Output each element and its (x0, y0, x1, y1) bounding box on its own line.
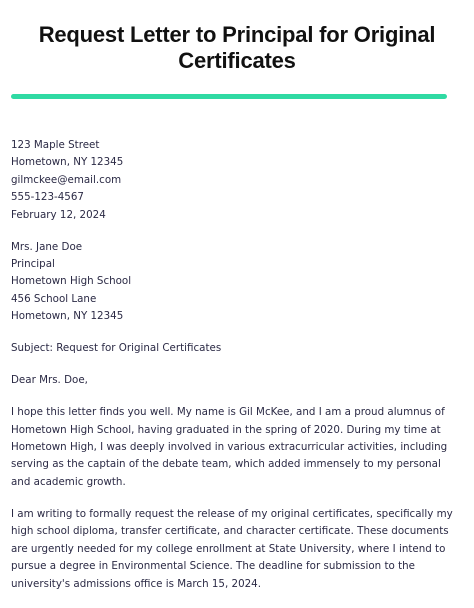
letter-subject: Subject: Request for Original Certificates (11, 342, 222, 355)
letter-paragraph-1: I hope this letter finds you well. My name is Gil McKee, and I am a proud alumnus of Hometown High School, having graduated in the spring of 2020. During my time at Hometown High, I was deeply involved in various extracurricular activities, including serving as the captain of the debate team, which added immensely to my personal and academic growth. (11, 406, 448, 488)
title-divider (11, 94, 447, 99)
sender-address (11, 137, 456, 224)
letter-paragraph-2: I am writing to formally request the release of my original certificates, specifically my high school diploma, transfer certificate, and character certificate. These documents are urgently needed for my college enrollment at State University, where I intend to pursue a degree in Environmental Science. The deadline for submission to the university's admissions office is March 15, 2024. (11, 507, 453, 590)
letter-body (11, 137, 456, 593)
recipient-name: Mrs. Jane Doe (11, 240, 83, 253)
sender-city-state: Hometown, NY 12345 (11, 156, 124, 169)
recipient-city-state: Hometown, NY 12345 (11, 310, 124, 323)
page-title-line-1: Request Letter to Principal for Original (38, 22, 436, 47)
sender-street: 123 Maple Street (11, 139, 100, 151)
page-title (0, 22, 474, 74)
letter-date: February 12, 2024 (11, 208, 106, 221)
sender-phone: 555-123-4567 (11, 191, 84, 204)
recipient-school: Hometown High School (11, 275, 132, 288)
sender-email: gilmckee@email.com (11, 173, 122, 186)
recipient-address (11, 239, 456, 326)
recipient-street: 456 School Lane (11, 292, 97, 305)
recipient-title: Principal (11, 258, 55, 271)
page-title-line-2: Certificates (178, 48, 296, 73)
letter-salutation: Dear Mrs. Doe, (11, 374, 88, 387)
